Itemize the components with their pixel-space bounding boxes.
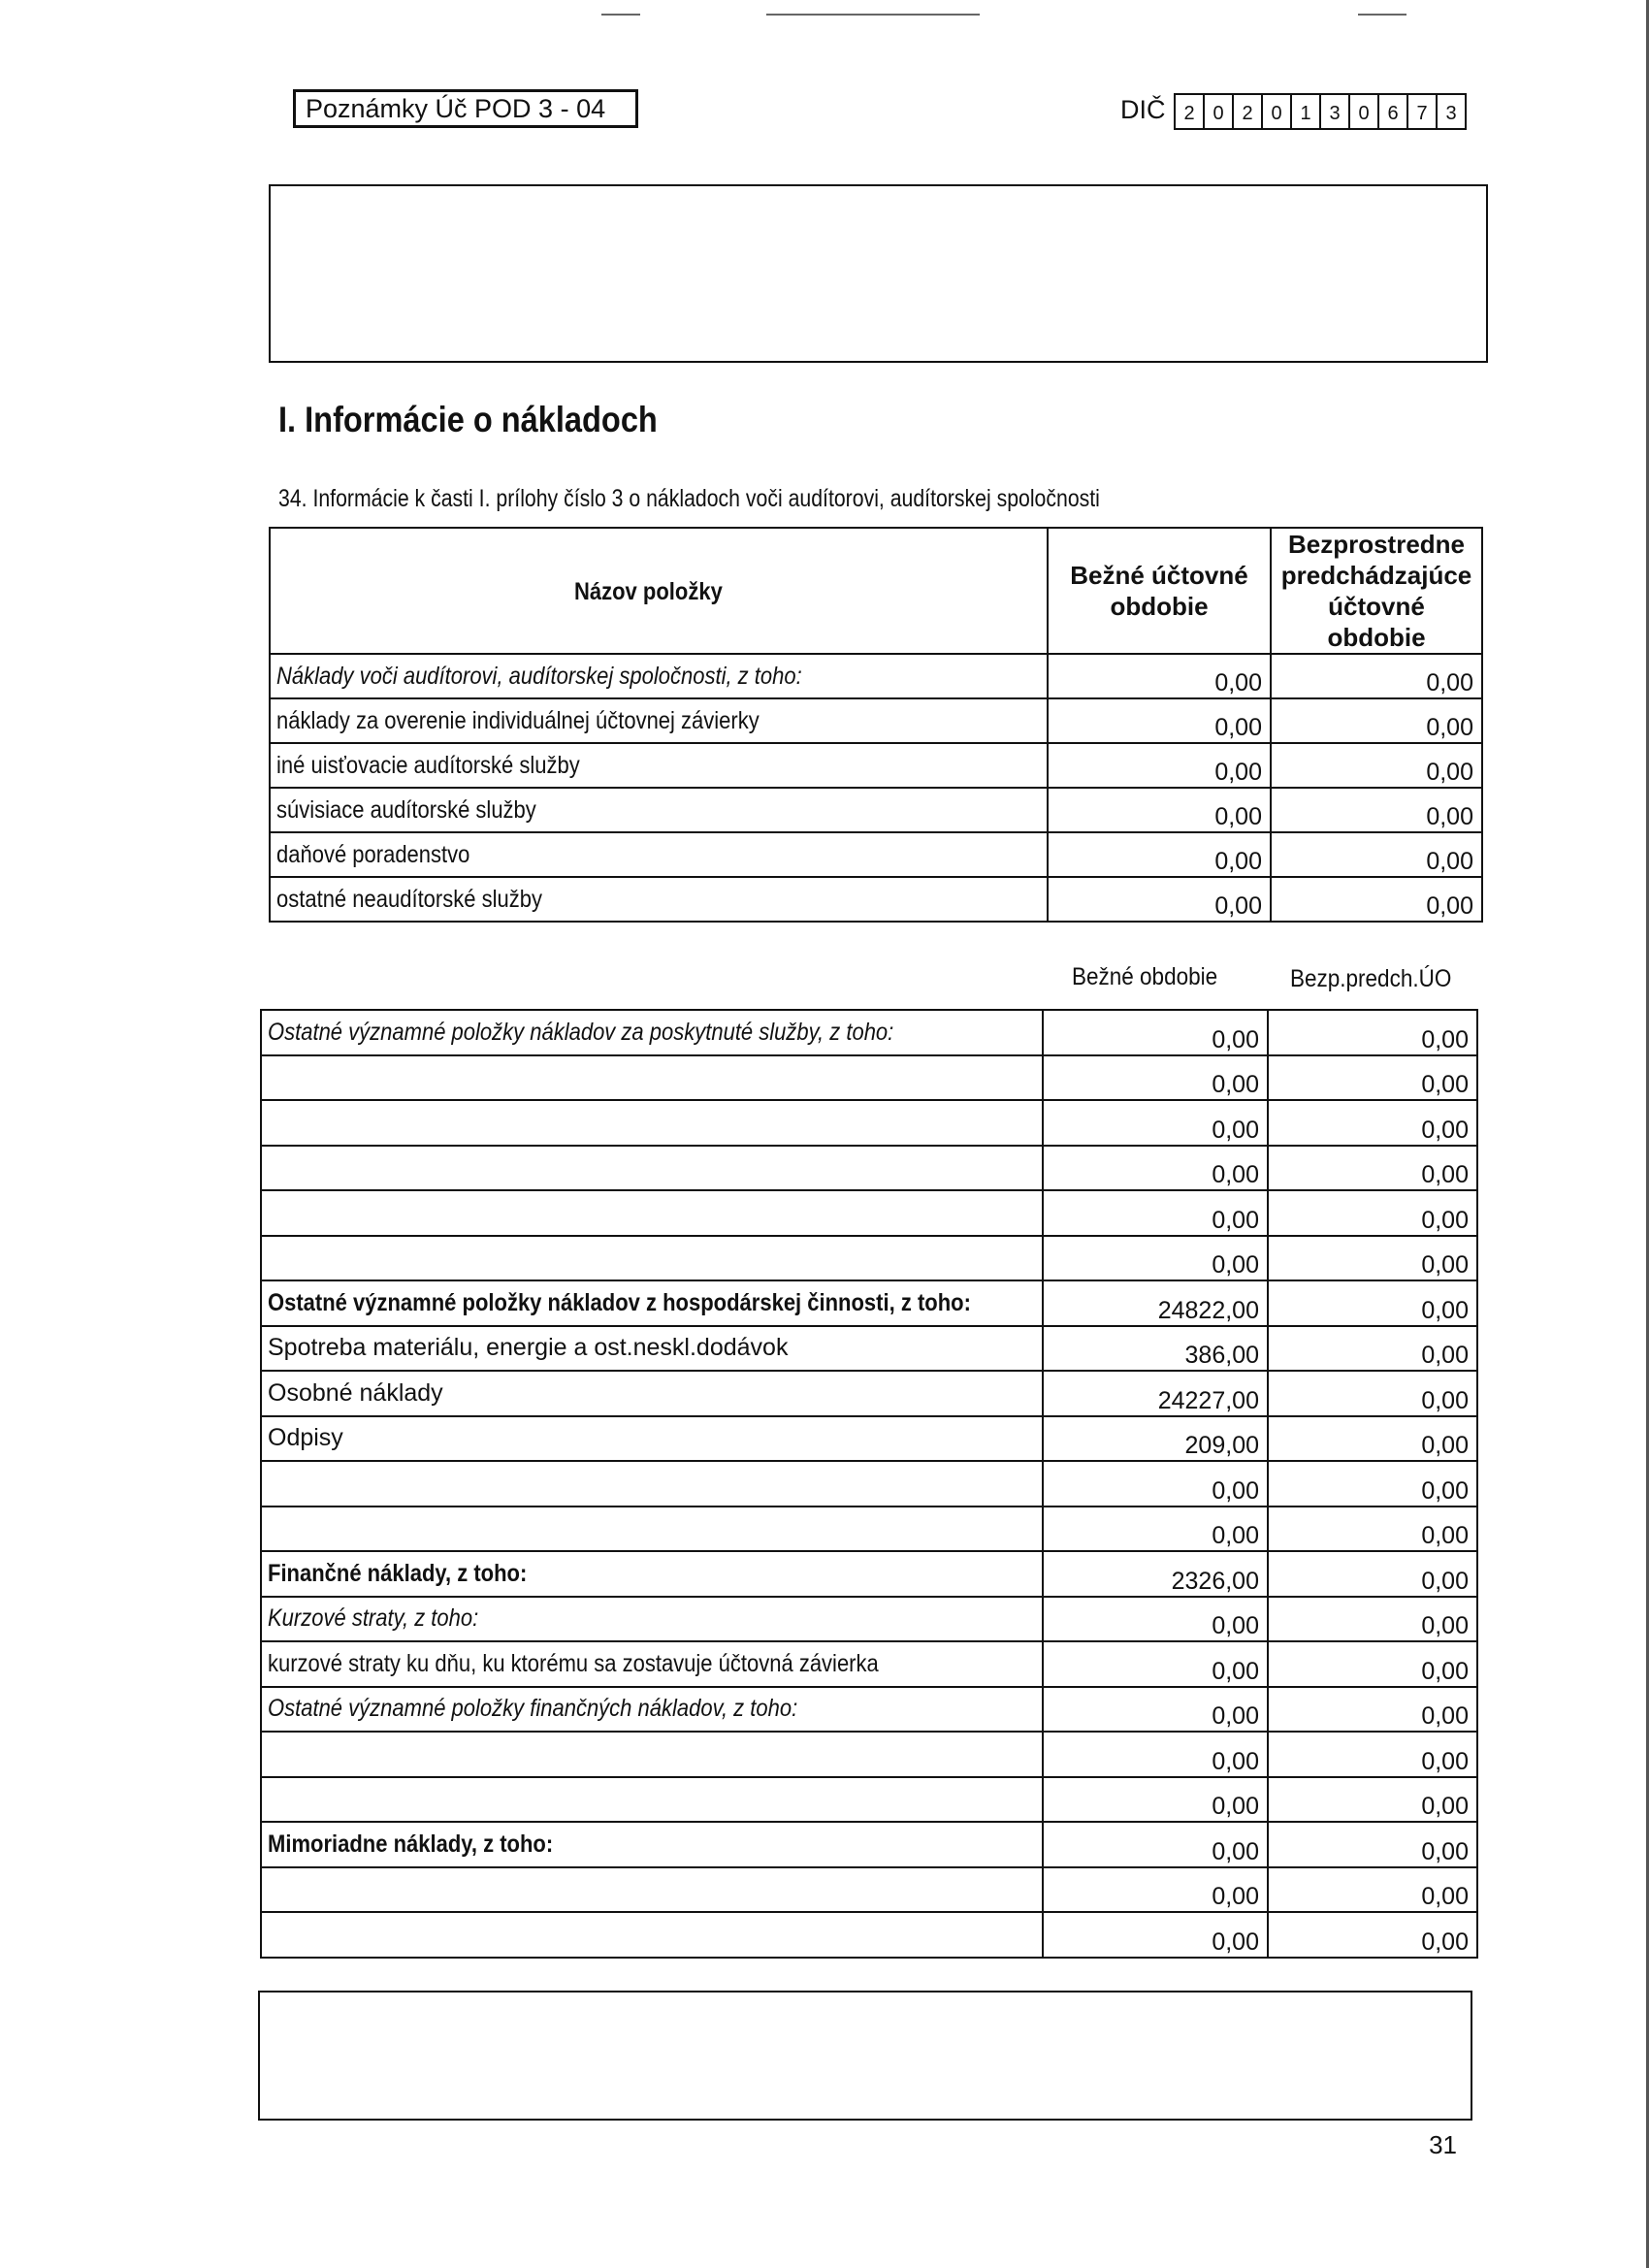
row-label-text: Ostatné významné položky nákladov za poskytnuté služby, z toho: <box>268 1018 894 1046</box>
row-label-text: Ostatné významné položky nákladov z hospodárskej činnosti, z toho: <box>268 1288 971 1316</box>
value-previous: 0,00 <box>1268 1687 1477 1733</box>
value-previous: 0,00 <box>1268 1326 1477 1372</box>
row-label-text: iné uisťovacie audítorské služby <box>276 751 580 779</box>
value-current: 0,00 <box>1043 1100 1268 1146</box>
table-row <box>261 1416 1477 1462</box>
table-row <box>261 1326 1477 1372</box>
row-label-text: kurzové straty ku dňu, ku ktorému sa zostavuje účtovná závierka <box>268 1649 879 1677</box>
value-previous: 0,00 <box>1268 1055 1477 1101</box>
section-subtitle: 34. Informácie k časti I. prílohy číslo 3 o nákladoch voči audítorovi, audítorskej spoločnosti <box>278 485 1100 512</box>
value-previous: 0,00 <box>1268 1507 1477 1552</box>
value-previous: 0,00 <box>1268 1190 1477 1236</box>
row-label <box>261 1100 1043 1146</box>
dic-digit: 1 <box>1292 95 1321 128</box>
row-label <box>261 1597 1043 1642</box>
row-label <box>270 877 1048 922</box>
value-previous: 0,00 <box>1271 788 1482 832</box>
scan-mark <box>766 14 980 16</box>
row-label-text: Mimoriadne náklady, z toho: <box>268 1830 554 1858</box>
value-previous: 0,00 <box>1268 1551 1477 1597</box>
value-previous: 0,00 <box>1268 1777 1477 1823</box>
value-current: 0,00 <box>1043 1822 1268 1867</box>
row-label <box>270 654 1048 698</box>
row-label <box>261 1732 1043 1777</box>
row-label <box>261 1687 1043 1733</box>
other-costs-table <box>260 1009 1478 1959</box>
value-current: 209,00 <box>1043 1416 1268 1462</box>
col-header-current: Bežné účtovné obdobie <box>1048 528 1271 654</box>
row-label <box>261 1416 1043 1462</box>
value-current: 0,00 <box>1043 1146 1268 1191</box>
table-row <box>261 1867 1477 1913</box>
table-row <box>261 1371 1477 1416</box>
row-label <box>261 1867 1043 1913</box>
value-previous: 0,00 <box>1268 1732 1477 1777</box>
value-current: 0,00 <box>1043 1010 1268 1055</box>
row-label <box>270 832 1048 877</box>
value-previous: 0,00 <box>1268 1867 1477 1913</box>
table-row <box>261 1822 1477 1867</box>
value-current: 0,00 <box>1043 1236 1268 1281</box>
auditor-costs-table <box>269 527 1483 923</box>
col-label-previous: Bezp.predch.ÚO <box>1290 965 1452 992</box>
value-previous: 0,00 <box>1271 654 1482 698</box>
table-row <box>270 788 1482 832</box>
value-previous: 0,00 <box>1268 1597 1477 1642</box>
dic-digit: 0 <box>1350 95 1379 128</box>
dic-digit: 0 <box>1205 95 1234 128</box>
page-number: 31 <box>1429 2130 1457 2159</box>
value-previous: 0,00 <box>1268 1371 1477 1416</box>
value-previous: 0,00 <box>1271 698 1482 743</box>
value-previous: 0,00 <box>1268 1280 1477 1326</box>
dic-digit: 0 <box>1263 95 1292 128</box>
value-previous: 0,00 <box>1271 877 1482 922</box>
row-label <box>261 1912 1043 1958</box>
value-current: 0,00 <box>1043 1055 1268 1101</box>
row-label <box>261 1461 1043 1507</box>
row-label-text: náklady za overenie individuálnej účtovnej závierky <box>276 706 760 734</box>
value-current: 0,00 <box>1048 698 1271 743</box>
value-previous: 0,00 <box>1268 1416 1477 1462</box>
table-row <box>270 654 1482 698</box>
row-label <box>261 1822 1043 1867</box>
row-label-text: súvisiace audítorské služby <box>276 795 536 824</box>
row-label <box>261 1236 1043 1281</box>
value-current: 2326,00 <box>1043 1551 1268 1597</box>
notes-box-top <box>269 184 1488 363</box>
value-current: 0,00 <box>1048 654 1271 698</box>
table-row <box>261 1507 1477 1552</box>
row-label <box>261 1551 1043 1597</box>
form-label: Poznámky Úč POD 3 - 04 <box>306 94 606 123</box>
row-label <box>261 1507 1043 1552</box>
value-previous: 0,00 <box>1268 1641 1477 1687</box>
value-current: 0,00 <box>1043 1190 1268 1236</box>
table-row <box>261 1010 1477 1055</box>
value-previous: 0,00 <box>1268 1146 1477 1191</box>
dic-digit-cells <box>1174 93 1467 130</box>
value-previous: 0,00 <box>1268 1236 1477 1281</box>
notes-box-bottom <box>258 1991 1472 2121</box>
value-current: 0,00 <box>1043 1732 1268 1777</box>
row-label <box>270 788 1048 832</box>
table-row <box>261 1641 1477 1687</box>
table-row <box>261 1777 1477 1823</box>
row-label <box>270 743 1048 788</box>
row-label-text: daňové poradenstvo <box>276 840 470 868</box>
value-current: 386,00 <box>1043 1326 1268 1372</box>
section-title: I. Informácie o nákladoch <box>278 400 658 439</box>
value-previous: 0,00 <box>1268 1461 1477 1507</box>
dic-digit: 3 <box>1321 95 1350 128</box>
value-current: 24822,00 <box>1043 1280 1268 1326</box>
value-previous: 0,00 <box>1268 1822 1477 1867</box>
table-row <box>270 698 1482 743</box>
row-label <box>261 1777 1043 1823</box>
row-label-text: Kurzové straty, z toho: <box>268 1604 479 1633</box>
table-row <box>270 832 1482 877</box>
value-current: 0,00 <box>1043 1912 1268 1958</box>
dic-digit: 6 <box>1379 95 1408 128</box>
value-previous: 0,00 <box>1268 1912 1477 1958</box>
dic-digit: 3 <box>1445 103 1457 124</box>
table-row <box>261 1687 1477 1733</box>
dic-digit: 2 <box>1234 95 1263 128</box>
value-previous: 0,00 <box>1271 743 1482 788</box>
col-header-previous: Bezprostredne predchádzajúce účtovné obdobie <box>1271 528 1482 654</box>
row-label <box>261 1055 1043 1101</box>
table-row <box>261 1461 1477 1507</box>
dic-digit: 7 <box>1408 95 1438 128</box>
row-label <box>261 1326 1043 1372</box>
value-current: 0,00 <box>1043 1597 1268 1642</box>
table-row <box>261 1055 1477 1101</box>
row-label <box>261 1190 1043 1236</box>
table-row <box>261 1146 1477 1191</box>
table-row <box>270 877 1482 922</box>
value-previous: 0,00 <box>1268 1100 1477 1146</box>
dic-label: DIČ <box>1120 95 1166 124</box>
value-previous: 0,00 <box>1271 832 1482 877</box>
value-current: 0,00 <box>1048 832 1271 877</box>
row-label <box>261 1010 1043 1055</box>
table-row <box>261 1551 1477 1597</box>
row-label-text: Spotreba materiálu, energie a ost.neskl.dodávok <box>268 1334 789 1362</box>
scan-mark <box>601 14 640 16</box>
value-current: 0,00 <box>1043 1777 1268 1823</box>
scan-mark <box>1358 14 1406 16</box>
dic-digit: 2 <box>1176 95 1205 128</box>
value-current: 0,00 <box>1043 1687 1268 1733</box>
row-label-text: Finančné náklady, z toho: <box>268 1559 528 1587</box>
row-label-text: Náklady voči audítorovi, audítorskej spoločnosti, z toho: <box>276 662 802 690</box>
value-current: 0,00 <box>1043 1507 1268 1552</box>
row-label <box>261 1641 1043 1687</box>
table-row <box>270 743 1482 788</box>
table-row <box>261 1190 1477 1236</box>
table-row <box>261 1912 1477 1958</box>
table-row <box>261 1732 1477 1777</box>
table-row <box>261 1597 1477 1642</box>
table-row <box>261 1236 1477 1281</box>
value-current: 0,00 <box>1048 877 1271 922</box>
row-label <box>270 698 1048 743</box>
value-current: 0,00 <box>1048 743 1271 788</box>
value-current: 0,00 <box>1043 1867 1268 1913</box>
form-label-box <box>293 89 638 128</box>
value-current: 0,00 <box>1043 1461 1268 1507</box>
value-current: 0,00 <box>1048 788 1271 832</box>
row-label-text: Odpisy <box>268 1424 343 1452</box>
col-header-name: Názov položky <box>270 528 1048 654</box>
row-label-text: ostatné neaudítorské služby <box>276 885 542 913</box>
value-current: 0,00 <box>1043 1641 1268 1687</box>
table-row <box>261 1100 1477 1146</box>
row-label <box>261 1146 1043 1191</box>
value-current: 24227,00 <box>1043 1371 1268 1416</box>
row-label <box>261 1371 1043 1416</box>
row-label-text: Osobné náklady <box>268 1378 443 1407</box>
row-label-text: Ostatné významné položky finančných nákladov, z toho: <box>268 1695 798 1723</box>
col-label-current: Bežné obdobie <box>1072 963 1218 990</box>
value-previous: 0,00 <box>1268 1010 1477 1055</box>
row-label <box>261 1280 1043 1326</box>
table-row <box>261 1280 1477 1326</box>
